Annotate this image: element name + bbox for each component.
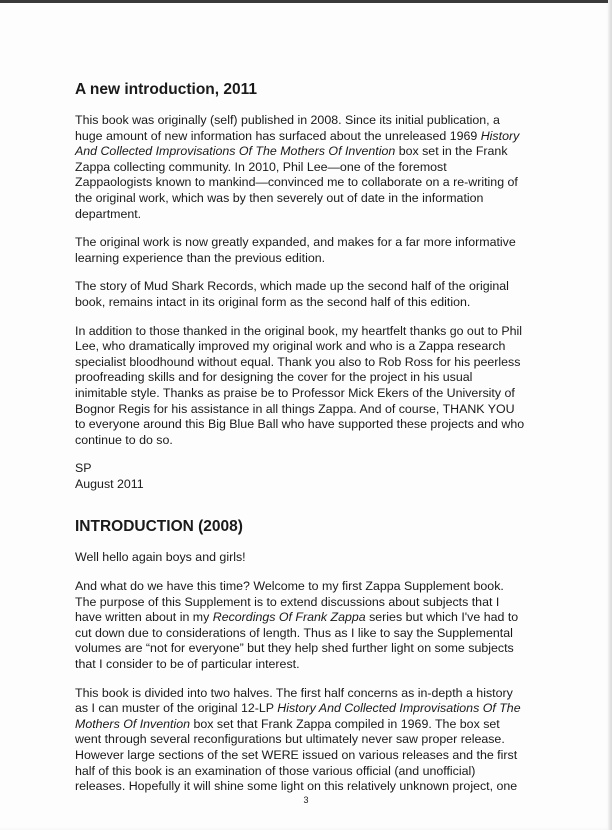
text-run: This book is divided into two halves. The first half concerns as in-depth a history as I can muster of the original 12-LP bbox=[75, 685, 513, 716]
italic-title: Recordings Of Frank Zappa bbox=[212, 610, 366, 625]
page-top-edge bbox=[0, 0, 612, 3]
paragraph bbox=[75, 686, 525, 795]
paragraph: In addition to those thanked in the original book, my heartfelt thanks go out to Phil Lee, who dramatically improved my original work and who is a Zappa research specialist bloodhound without equal. Thank you also to Rob Ross for his peerless proofreading skills and for designing the cover for the project in his usual inimitable style. Thanks as praise be to Professor Mick Ekers of the University of Bognor Regis for his assistance in all things Zappa. And of course, THANK YOU to everyone around this Big Blue Ball who have supported these projects and who continue to do so. bbox=[75, 323, 525, 447]
italic-title: History And Collected Improvisations Of The Mothers Of Invention bbox=[75, 128, 520, 159]
paragraph: The story of Mud Shark Records, which made up the second half of the original book, remains intact in its original form as the second half of this edition. bbox=[75, 279, 509, 309]
section-heading-2008: INTRODUCTION (2008) bbox=[75, 518, 243, 536]
text-run: series but which I've had to cut down due to considerations of length. Thus as I like to say the Supplemental volumes are “not for everyone” but they help shed further light on some subjects that I consider to be of particular interest. bbox=[75, 610, 519, 672]
signature bbox=[75, 461, 525, 492]
page-right-edge bbox=[608, 0, 612, 830]
text-run: box set in the Frank Zappa collecting community. In 2010, Phil Lee—one of the foremost Zappaologists known to mankind—convinced me to collaborate on a re-writing of the original work, which was by then severely out of date in the information department. bbox=[75, 144, 518, 221]
page-content bbox=[75, 80, 525, 808]
paragraph: Well hello again boys and girls! bbox=[75, 550, 246, 565]
text-run: This book was originally (self) published in 2008. Since its initial publication, a huge amount of new information has surfaced about the unreleased 1969 bbox=[75, 113, 500, 143]
section-heading-2011: A new introduction, 2011 bbox=[75, 81, 258, 98]
page-number: 3 bbox=[303, 795, 309, 805]
paragraph bbox=[75, 579, 525, 673]
paragraph: The original work is now greatly expanded, and makes for a far more informative learning experience than the previous edition. bbox=[75, 235, 516, 265]
text-run: box set that Frank Zappa compiled in 1969. The box set went through several reconfigurations but ultimately never saw proper release. However large sections of the set WERE issued on various releases and the first half of this book is an examination of those various official (and unofficial) releases. Hopefully it will shine some light on this relatively unknown project, one bbox=[75, 716, 518, 794]
text-run: And what do we have this time? Welcome to my first Zappa Supplement book. The purpose of this Supplement is to extend discussions about subjects that I have written about in my bbox=[75, 579, 504, 625]
italic-title: History And Collected Improvisations Of The Mothers Of Invention bbox=[75, 701, 521, 731]
paragraph bbox=[75, 113, 525, 222]
signature-date: August 2011 bbox=[75, 476, 144, 491]
signature-initials: SP bbox=[75, 461, 92, 476]
